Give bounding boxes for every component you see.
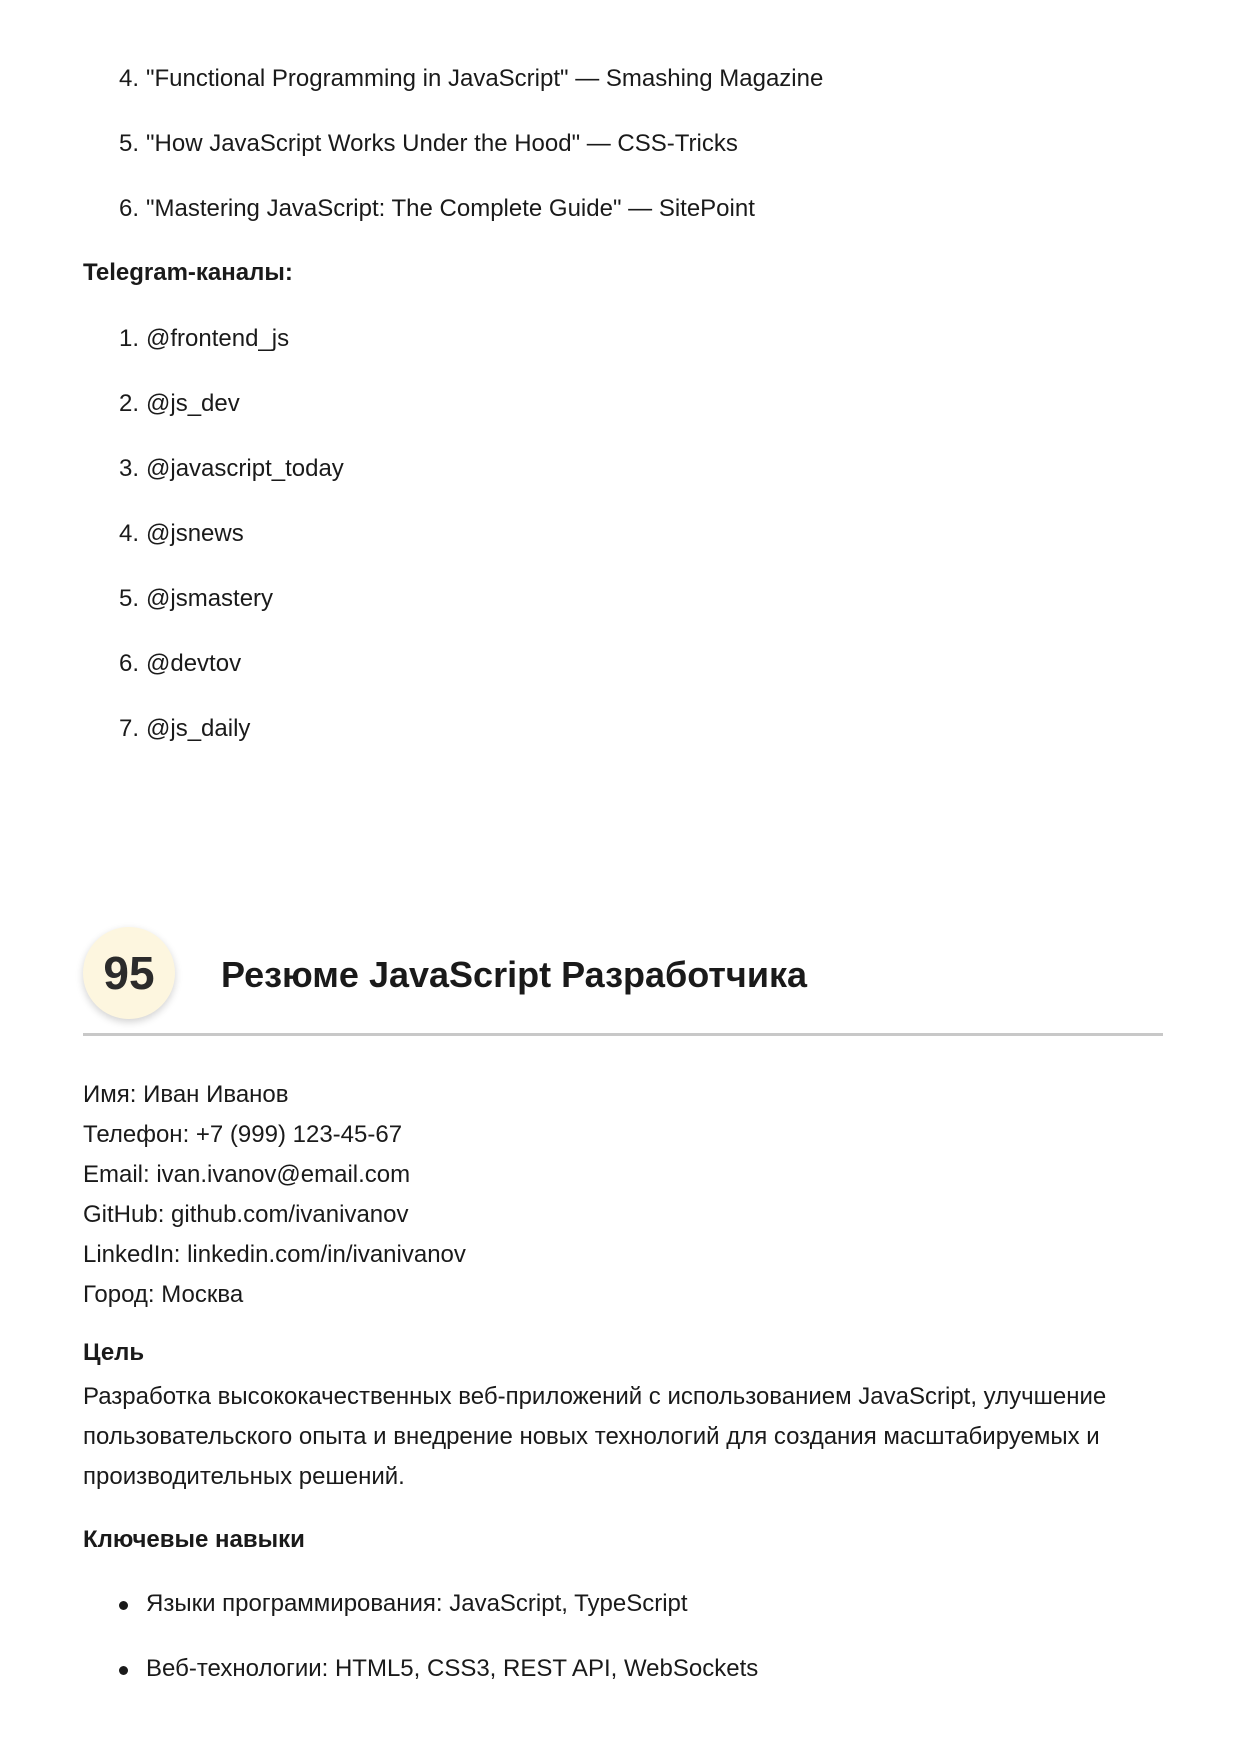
section-number-badge: 95 bbox=[83, 927, 175, 1019]
list-number: 5. bbox=[118, 130, 139, 157]
list-number: 7. bbox=[118, 715, 139, 742]
list-item bbox=[83, 714, 344, 744]
list-number: 2. bbox=[118, 390, 139, 417]
list-item-text: "Mastering JavaScript: The Complete Guide" — SitePoint bbox=[146, 195, 755, 222]
goal-text: Разработка высококачественных веб-приложений с использованием JavaScript, улучшение пользовательского опыта и внедрение новых технологий для создания масштабируемых и производительных решений. bbox=[83, 1383, 1107, 1490]
list-number: 4. bbox=[118, 65, 139, 92]
telegram-channel: @jsmastery bbox=[146, 585, 274, 612]
list-number: 5. bbox=[118, 585, 139, 612]
contact-github: GitHub: github.com/ivanivanov bbox=[83, 1201, 409, 1228]
list-item bbox=[83, 1654, 758, 1684]
list-item bbox=[83, 129, 823, 159]
contact-email: Email: ivan.ivanov@email.com bbox=[83, 1161, 411, 1188]
goal-heading: Цель bbox=[83, 1339, 145, 1366]
bullet-icon bbox=[119, 1601, 128, 1610]
bullet-icon bbox=[119, 1666, 128, 1675]
list-item bbox=[83, 649, 344, 679]
list-item bbox=[83, 324, 344, 354]
list-item bbox=[83, 194, 823, 224]
telegram-channel: @js_daily bbox=[146, 715, 251, 742]
list-item bbox=[83, 519, 344, 549]
articles-list bbox=[83, 64, 823, 259]
telegram-channel: @jsnews bbox=[146, 520, 244, 547]
telegram-channel: @javascript_today bbox=[146, 455, 344, 482]
list-item-text: "How JavaScript Works Under the Hood" — CSS-Tricks bbox=[146, 130, 738, 157]
contact-linkedin: LinkedIn: linkedin.com/in/ivanivanov bbox=[83, 1241, 466, 1268]
skill-item-text: Языки программирования: JavaScript, TypeScript bbox=[146, 1590, 688, 1617]
telegram-heading: Telegram-каналы: bbox=[83, 259, 293, 286]
list-item-text: "Functional Programming in JavaScript" — Smashing Magazine bbox=[146, 65, 824, 92]
telegram-channel: @js_dev bbox=[146, 390, 240, 417]
telegram-channel: @devtov bbox=[146, 650, 242, 677]
list-item bbox=[83, 454, 344, 484]
list-item bbox=[83, 584, 344, 614]
list-number: 3. bbox=[118, 455, 139, 482]
list-item bbox=[83, 1589, 758, 1619]
contact-phone: Телефон: +7 (999) 123-45-67 bbox=[83, 1121, 403, 1148]
telegram-list bbox=[83, 324, 344, 779]
skills-heading: Ключевые навыки bbox=[83, 1526, 305, 1553]
section-header bbox=[83, 925, 1163, 1036]
list-number: 1. bbox=[118, 325, 139, 352]
skills-list bbox=[83, 1589, 758, 1719]
list-number: 6. bbox=[118, 650, 139, 677]
list-number: 6. bbox=[118, 195, 139, 222]
contact-name: Имя: Иван Иванов bbox=[83, 1081, 289, 1108]
skill-item-text: Веб-технологии: HTML5, CSS3, REST API, WebSockets bbox=[146, 1655, 759, 1682]
list-item bbox=[83, 389, 344, 419]
telegram-channel: @frontend_js bbox=[146, 325, 290, 352]
contact-city: Город: Москва bbox=[83, 1281, 244, 1308]
contact-info bbox=[83, 1075, 466, 1315]
list-number: 4. bbox=[118, 520, 139, 547]
section-title: Резюме JavaScript Разработчика bbox=[221, 954, 808, 995]
list-item bbox=[83, 64, 823, 94]
